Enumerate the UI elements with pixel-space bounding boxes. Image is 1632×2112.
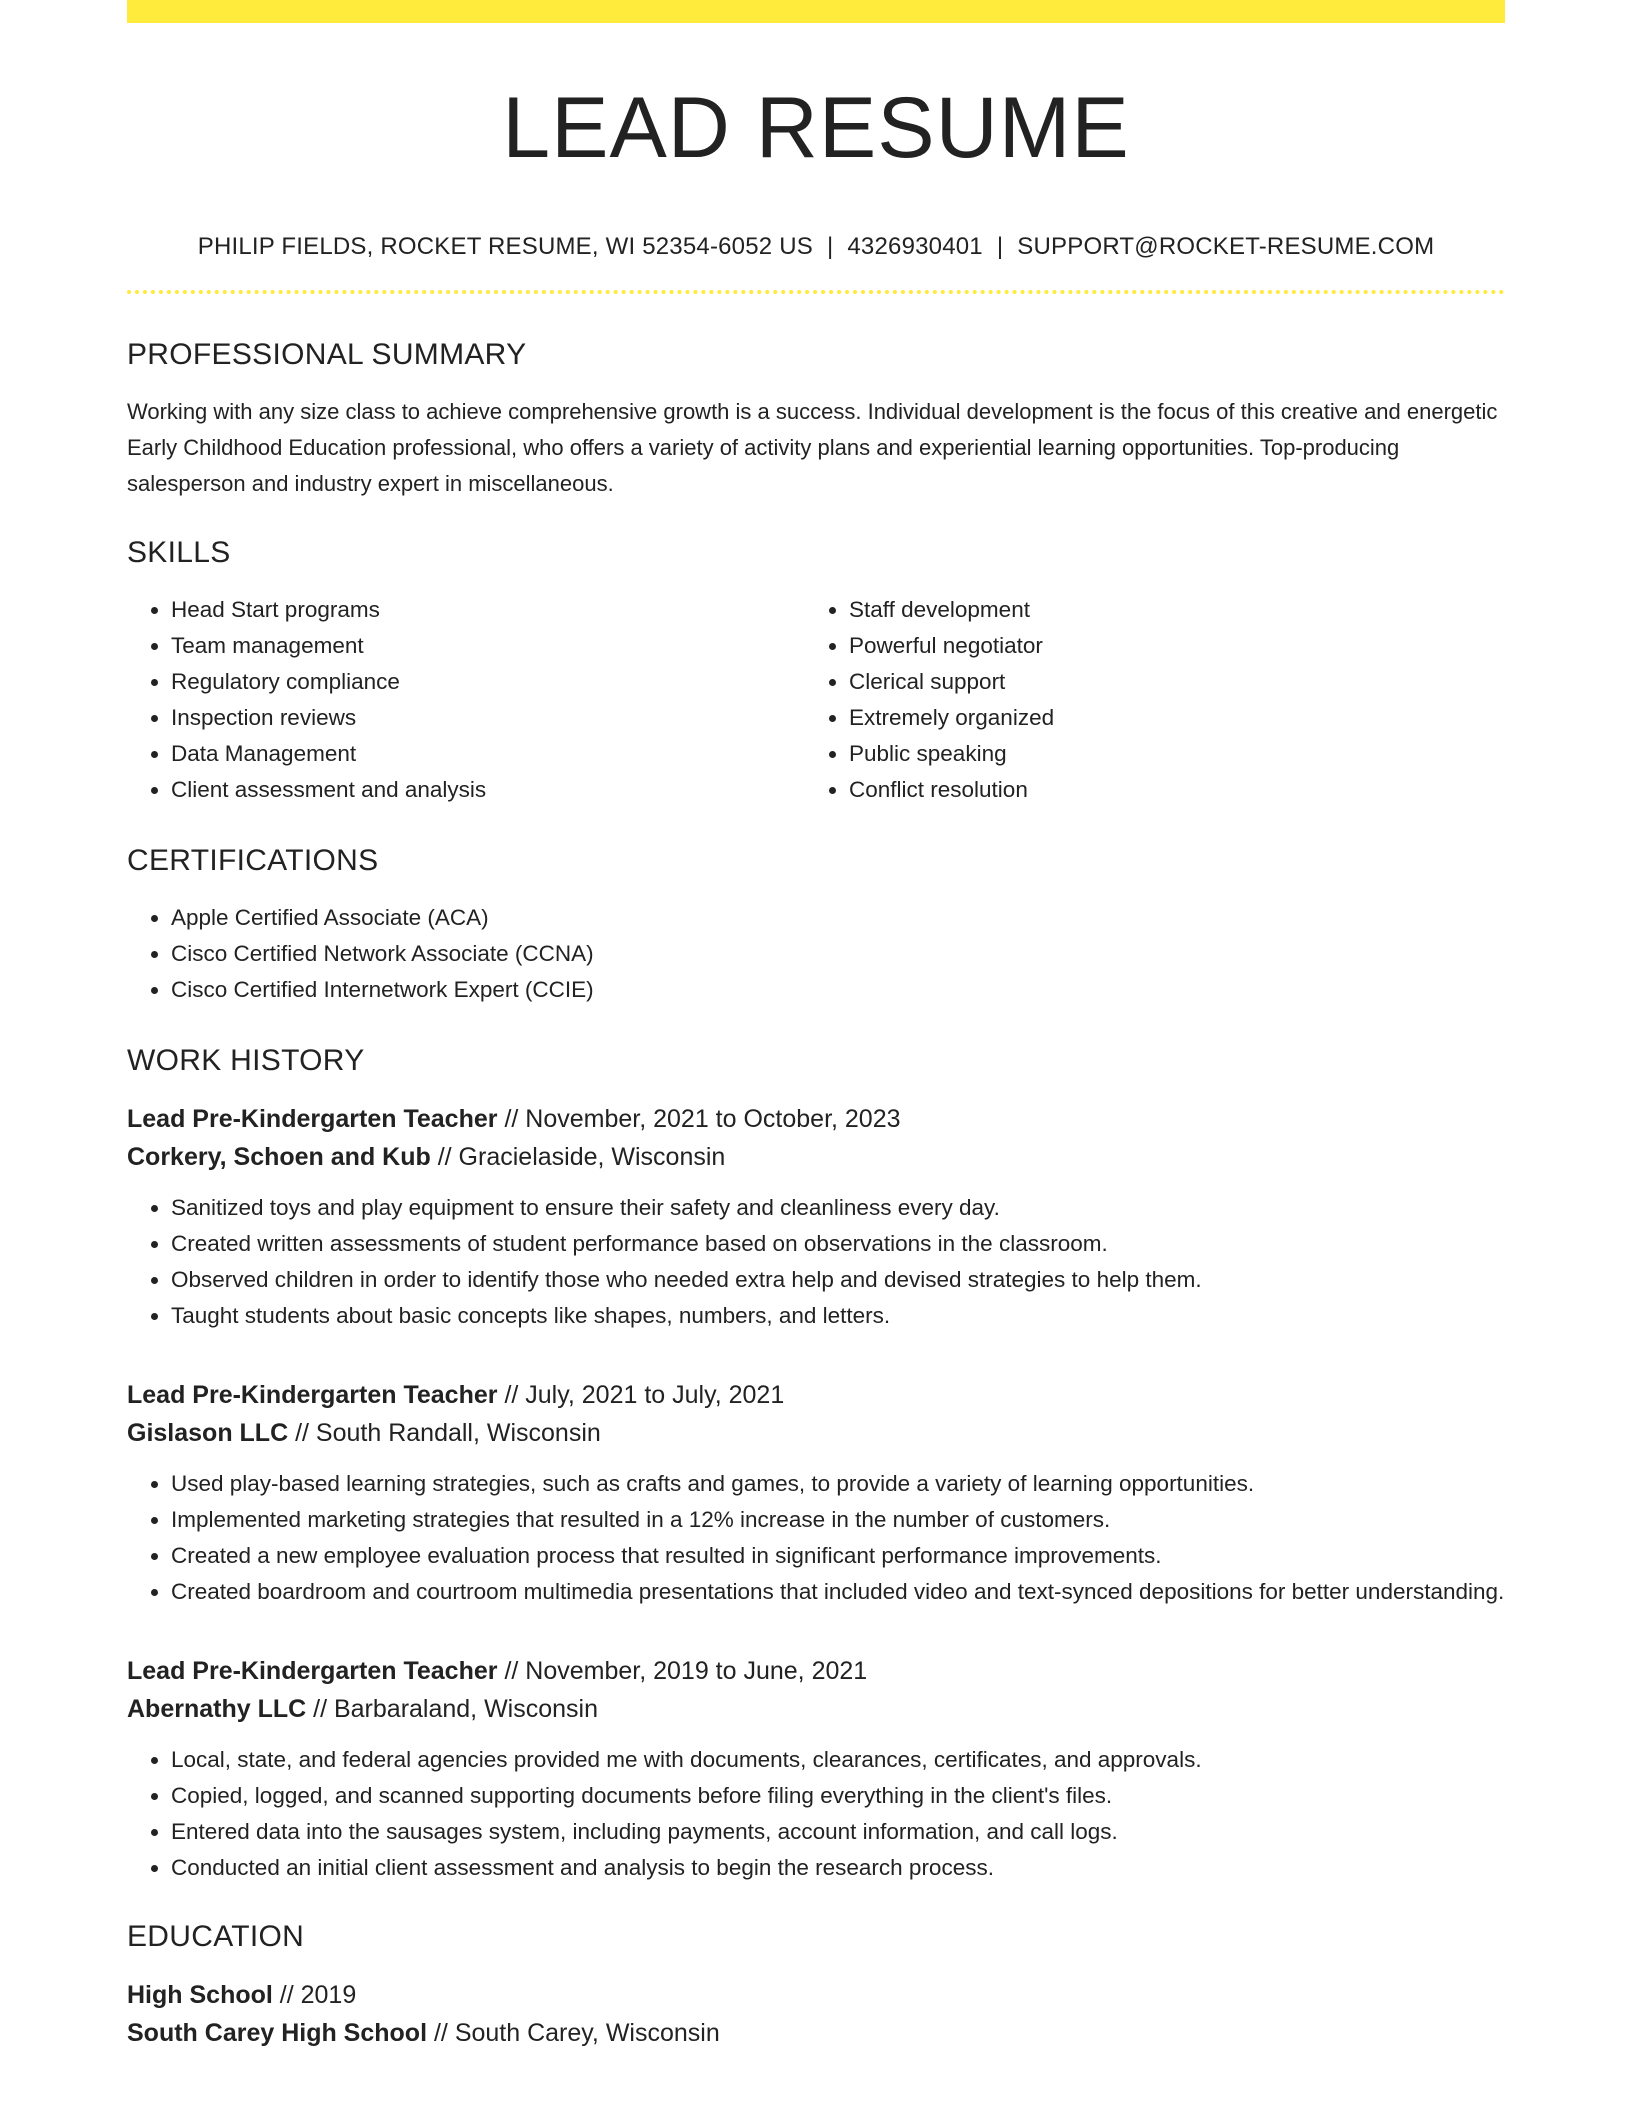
work-history-heading: WORK HISTORY (127, 1044, 365, 1077)
summary-heading: PROFESSIONAL SUMMARY (127, 338, 527, 371)
summary-text: Working with any size class to achieve comprehensive growth is a success. Individual development is the focus of this creative and energetic Early Childhood Education professional, who offers a variety of activity plans and experiential learning opportunities. Top-producing salesperson and industry expert in miscellaneous. (127, 399, 1498, 496)
contact-separator: | (996, 233, 1004, 260)
job-company: Abernathy LLC (127, 1695, 307, 1723)
job-dates: // July, 2021 to July, 2021 (504, 1381, 785, 1409)
certification-item: • Cisco Certified Network Associate (CCNA) (171, 936, 1505, 972)
job-company-line (127, 1690, 1505, 1728)
job-bullet: • Conducted an initial client assessment and analysis to begin the research process. (171, 1850, 1505, 1886)
job-entry (127, 1652, 1505, 1886)
contact-separator: | (826, 233, 834, 260)
education-heading: EDUCATION (127, 1920, 305, 1953)
job-title-line (127, 1652, 1505, 1690)
education-school-line (127, 2014, 1505, 2052)
job-company-line (127, 1138, 1505, 1176)
job-company: Corkery, Schoen and Kub (127, 1143, 431, 1171)
skill-item: • Conflict resolution (849, 772, 1483, 808)
accent-top-bar (127, 0, 1505, 23)
job-bullet: • Used play-based learning strategies, such as crafts and games, to provide a variety of learning opportunities. (171, 1466, 1505, 1502)
job-title: Lead Pre-Kindergarten Teacher (127, 1381, 498, 1409)
education-school: South Carey High School (127, 2019, 428, 2047)
job-bullets (127, 1742, 1505, 1886)
education-degree: High School (127, 1981, 273, 2009)
education-entry (127, 1976, 1505, 2052)
job-bullets (127, 1466, 1505, 1610)
certifications-heading: CERTIFICATIONS (127, 844, 379, 877)
job-dates: // November, 2019 to June, 2021 (504, 1657, 868, 1685)
skill-item: • Data Management (171, 736, 805, 772)
job-bullet: • Sanitized toys and play equipment to ensure their safety and cleanliness every day. (171, 1190, 1505, 1226)
job-company-line (127, 1414, 1505, 1452)
page-title: LEAD RESUME (502, 80, 1130, 176)
skill-item: • Regulatory compliance (171, 664, 805, 700)
job-bullet: • Created a new employee evaluation process that resulted in significant performance improvements. (171, 1538, 1505, 1574)
job-location: // Barbaraland, Wisconsin (313, 1695, 598, 1723)
skills-column-right (805, 592, 1483, 808)
skill-item: • Staff development (849, 592, 1483, 628)
job-company: Gislason LLC (127, 1419, 289, 1447)
contact-line (127, 233, 1505, 261)
skill-item: • Clerical support (849, 664, 1483, 700)
job-title-line (127, 1376, 1505, 1414)
job-bullet: • Copied, logged, and scanned supporting documents before filing everything in the client's files. (171, 1778, 1505, 1814)
job-bullet: • Observed children in order to identify those who needed extra help and devised strategies to help them. (171, 1262, 1505, 1298)
skills-list-left (127, 592, 805, 808)
certification-item: • Apple Certified Associate (ACA) (171, 900, 1505, 936)
skills-list-right (805, 592, 1483, 808)
education-location: // South Carey, Wisconsin (433, 2019, 720, 2047)
contact-address: PHILIP FIELDS, ROCKET RESUME, WI 52354-6052 US (197, 233, 813, 260)
dotted-divider (127, 290, 1505, 294)
skill-item: • Inspection reviews (171, 700, 805, 736)
job-title: Lead Pre-Kindergarten Teacher (127, 1657, 498, 1685)
skills-heading: SKILLS (127, 536, 231, 569)
job-bullet: • Local, state, and federal agencies provided me with documents, clearances, certificates, and approvals. (171, 1742, 1505, 1778)
job-bullet: • Implemented marketing strategies that resulted in a 12% increase in the number of customers. (171, 1502, 1505, 1538)
skill-item: • Powerful negotiator (849, 628, 1483, 664)
skill-item: • Head Start programs (171, 592, 805, 628)
job-bullet: • Taught students about basic concepts like shapes, numbers, and letters. (171, 1298, 1505, 1334)
contact-email: SUPPORT@ROCKET-RESUME.COM (1017, 233, 1435, 260)
job-location: // Gracielaside, Wisconsin (437, 1143, 726, 1171)
skill-item: • Client assessment and analysis (171, 772, 805, 808)
skills-column-left (127, 592, 805, 808)
job-title-line (127, 1100, 1505, 1138)
education-year: // 2019 (279, 1981, 357, 2009)
job-dates: // November, 2021 to October, 2023 (504, 1105, 901, 1133)
skills-grid (127, 592, 1505, 808)
contact-phone: 4326930401 (847, 233, 983, 260)
job-entry (127, 1100, 1505, 1334)
skill-item: • Team management (171, 628, 805, 664)
education-degree-line (127, 1976, 1505, 2014)
job-bullet: • Created written assessments of student performance based on observations in the classroom. (171, 1226, 1505, 1262)
job-bullet: • Entered data into the sausages system, including payments, account information, and call logs. (171, 1814, 1505, 1850)
skill-item: • Extremely organized (849, 700, 1483, 736)
job-bullet: • Created boardroom and courtroom multimedia presentations that included video and text-synced depositions for better understanding. (171, 1574, 1505, 1610)
job-title: Lead Pre-Kindergarten Teacher (127, 1105, 498, 1133)
certifications-list (127, 900, 1505, 1008)
resume-page (127, 0, 1505, 2052)
job-entry (127, 1376, 1505, 1610)
job-location: // South Randall, Wisconsin (295, 1419, 601, 1447)
job-bullets (127, 1190, 1505, 1334)
skill-item: • Public speaking (849, 736, 1483, 772)
certification-item: • Cisco Certified Internetwork Expert (CCIE) (171, 972, 1505, 1008)
